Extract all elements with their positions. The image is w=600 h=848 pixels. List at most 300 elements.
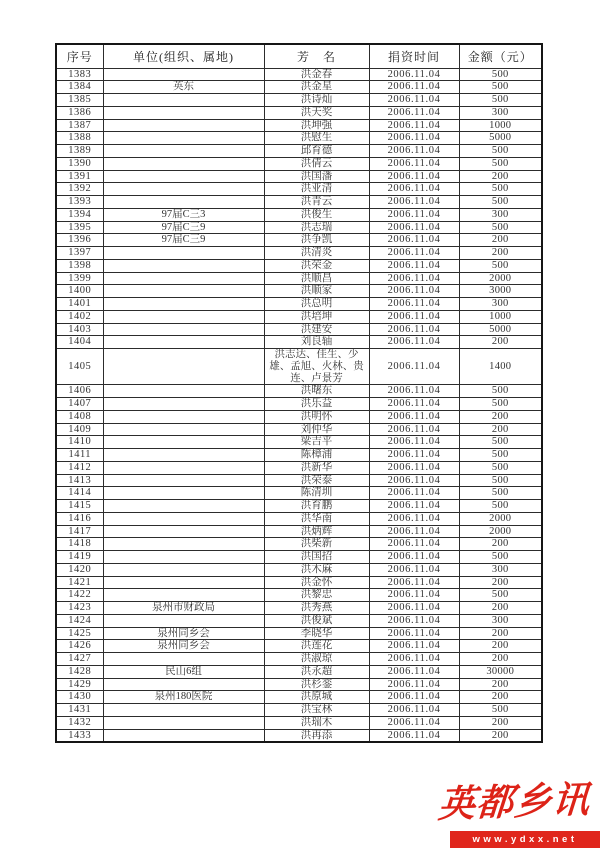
table-row: [56, 259, 542, 272]
name-cell: 洪瑞木: [264, 716, 369, 729]
unit-cell: [103, 170, 264, 183]
unit-cell: [103, 576, 264, 589]
amount-cell: 500: [459, 196, 542, 209]
amount-cell: 200: [459, 410, 542, 423]
serial-cell: 1400: [56, 285, 103, 298]
unit-cell: [103, 461, 264, 474]
name-cell: 洪柴新: [264, 538, 369, 551]
date-cell: 2006.11.04: [369, 234, 459, 247]
amount-cell: 200: [459, 640, 542, 653]
unit-cell: 97届C三9: [103, 221, 264, 234]
amount-cell: 1000: [459, 310, 542, 323]
serial-cell: 1395: [56, 221, 103, 234]
date-cell: 2006.11.04: [369, 221, 459, 234]
table-row: [56, 310, 542, 323]
serial-cell: 1408: [56, 410, 103, 423]
name-cell: 洪争凯: [264, 234, 369, 247]
table-row: [56, 500, 542, 513]
name-cell: 洪曙东: [264, 385, 369, 398]
date-cell: 2006.11.04: [369, 576, 459, 589]
unit-cell: [103, 410, 264, 423]
name-cell: 洪亚清: [264, 183, 369, 196]
unit-cell: [103, 385, 264, 398]
unit-cell: [103, 474, 264, 487]
name-cell: 洪天奖: [264, 106, 369, 119]
amount-cell: 300: [459, 298, 542, 311]
serial-cell: 1409: [56, 423, 103, 436]
name-cell: 洪国潘: [264, 170, 369, 183]
table-row: [56, 423, 542, 436]
date-cell: 2006.11.04: [369, 349, 459, 385]
amount-cell: 500: [459, 500, 542, 513]
unit-cell: [103, 436, 264, 449]
amount-cell: 300: [459, 614, 542, 627]
date-cell: 2006.11.04: [369, 512, 459, 525]
col-header-serial: 序号: [56, 44, 103, 68]
table-row: [56, 678, 542, 691]
date-cell: 2006.11.04: [369, 132, 459, 145]
name-cell: 洪秀燕: [264, 602, 369, 615]
serial-cell: 1385: [56, 94, 103, 107]
name-cell: 洪黎忠: [264, 589, 369, 602]
amount-cell: 500: [459, 157, 542, 170]
amount-cell: 500: [459, 487, 542, 500]
serial-cell: 1413: [56, 474, 103, 487]
table-row: [56, 106, 542, 119]
date-cell: 2006.11.04: [369, 500, 459, 513]
serial-cell: 1397: [56, 247, 103, 260]
unit-cell: 泉州同乡会: [103, 627, 264, 640]
amount-cell: 500: [459, 94, 542, 107]
amount-cell: 500: [459, 551, 542, 564]
table-row: [56, 410, 542, 423]
amount-cell: 200: [459, 653, 542, 666]
unit-cell: [103, 512, 264, 525]
amount-cell: 200: [459, 423, 542, 436]
serial-cell: 1411: [56, 449, 103, 462]
date-cell: 2006.11.04: [369, 272, 459, 285]
date-cell: 2006.11.04: [369, 665, 459, 678]
date-cell: 2006.11.04: [369, 94, 459, 107]
unit-cell: [103, 678, 264, 691]
amount-cell: 200: [459, 336, 542, 349]
table-row: [56, 285, 542, 298]
table-row: [56, 474, 542, 487]
unit-cell: [103, 500, 264, 513]
unit-cell: [103, 119, 264, 132]
name-cell: 洪育鹏: [264, 500, 369, 513]
serial-cell: 1390: [56, 157, 103, 170]
name-cell: 洪金怀: [264, 576, 369, 589]
amount-cell: 500: [459, 183, 542, 196]
unit-cell: [103, 196, 264, 209]
table-row: [56, 119, 542, 132]
table-row: [56, 449, 542, 462]
table-row: [56, 716, 542, 729]
unit-cell: [103, 563, 264, 576]
name-cell: 洪俊生: [264, 208, 369, 221]
serial-cell: 1416: [56, 512, 103, 525]
unit-cell: [103, 247, 264, 260]
table-row: [56, 525, 542, 538]
serial-cell: 1391: [56, 170, 103, 183]
table-body: [56, 68, 542, 742]
name-cell: 洪俊斌: [264, 614, 369, 627]
table-row: [56, 94, 542, 107]
name-cell: 洪原城: [264, 691, 369, 704]
amount-cell: 30000: [459, 665, 542, 678]
table-row: [56, 247, 542, 260]
amount-cell: 500: [459, 259, 542, 272]
serial-cell: 1418: [56, 538, 103, 551]
name-cell: 刘仲华: [264, 423, 369, 436]
name-cell: 洪顺家: [264, 285, 369, 298]
table-row: [56, 640, 542, 653]
table-row: [56, 398, 542, 411]
name-cell: 洪华南: [264, 512, 369, 525]
table-row: [56, 576, 542, 589]
watermark-url-bar: www.ydxx.net: [450, 831, 600, 848]
unit-cell: [103, 487, 264, 500]
amount-cell: 2000: [459, 512, 542, 525]
amount-cell: 5000: [459, 132, 542, 145]
date-cell: 2006.11.04: [369, 538, 459, 551]
unit-cell: 泉州180医院: [103, 691, 264, 704]
date-cell: 2006.11.04: [369, 119, 459, 132]
name-cell: 洪国招: [264, 551, 369, 564]
date-cell: 2006.11.04: [369, 247, 459, 260]
table-row: [56, 627, 542, 640]
unit-cell: [103, 398, 264, 411]
amount-cell: 1400: [459, 349, 542, 385]
unit-cell: [103, 589, 264, 602]
date-cell: 2006.11.04: [369, 385, 459, 398]
table-row: [56, 614, 542, 627]
unit-cell: [103, 157, 264, 170]
serial-cell: 1393: [56, 196, 103, 209]
amount-cell: 200: [459, 170, 542, 183]
serial-cell: 1392: [56, 183, 103, 196]
table-row: [56, 704, 542, 717]
unit-cell: 97届C三9: [103, 234, 264, 247]
unit-cell: [103, 423, 264, 436]
amount-cell: 3000: [459, 285, 542, 298]
table-row: [56, 691, 542, 704]
amount-cell: 2000: [459, 525, 542, 538]
col-header-amount: 金额（元）: [459, 44, 542, 68]
table-row: [56, 170, 542, 183]
date-cell: 2006.11.04: [369, 729, 459, 742]
unit-cell: [103, 145, 264, 158]
name-cell: 洪培坤: [264, 310, 369, 323]
name-cell: 洪再添: [264, 729, 369, 742]
name-cell: 梁吉平: [264, 436, 369, 449]
name-cell: 洪坤强: [264, 119, 369, 132]
table-row: [56, 602, 542, 615]
date-cell: 2006.11.04: [369, 398, 459, 411]
name-cell: 洪炳辉: [264, 525, 369, 538]
name-cell: 刘良轴: [264, 336, 369, 349]
name-cell: 洪志瑞: [264, 221, 369, 234]
unit-cell: [103, 704, 264, 717]
amount-cell: 300: [459, 106, 542, 119]
amount-cell: 200: [459, 247, 542, 260]
date-cell: 2006.11.04: [369, 653, 459, 666]
amount-cell: 500: [459, 436, 542, 449]
unit-cell: [103, 259, 264, 272]
serial-cell: 1388: [56, 132, 103, 145]
amount-cell: 200: [459, 729, 542, 742]
table-row: [56, 589, 542, 602]
table-row: [56, 132, 542, 145]
serial-cell: 1389: [56, 145, 103, 158]
date-cell: 2006.11.04: [369, 716, 459, 729]
table-row: [56, 436, 542, 449]
amount-cell: 300: [459, 208, 542, 221]
serial-cell: 1420: [56, 563, 103, 576]
date-cell: 2006.11.04: [369, 323, 459, 336]
table-row: [56, 183, 542, 196]
table-row: [56, 234, 542, 247]
amount-cell: 500: [459, 68, 542, 81]
table-row: [56, 196, 542, 209]
name-cell: 洪金星: [264, 81, 369, 94]
name-cell: 洪永超: [264, 665, 369, 678]
table-row: [56, 665, 542, 678]
table-row: [56, 81, 542, 94]
unit-cell: [103, 68, 264, 81]
donation-table: [55, 43, 543, 743]
serial-cell: 1422: [56, 589, 103, 602]
unit-cell: [103, 310, 264, 323]
date-cell: 2006.11.04: [369, 336, 459, 349]
date-cell: 2006.11.04: [369, 157, 459, 170]
table-row: [56, 461, 542, 474]
unit-cell: [103, 538, 264, 551]
table-row: [56, 208, 542, 221]
table-row: [56, 298, 542, 311]
name-cell: 洪荣泰: [264, 474, 369, 487]
amount-cell: 300: [459, 563, 542, 576]
amount-cell: 500: [459, 385, 542, 398]
date-cell: 2006.11.04: [369, 285, 459, 298]
name-cell: 洪明怀: [264, 410, 369, 423]
date-cell: 2006.11.04: [369, 423, 459, 436]
site-watermark: [436, 776, 600, 848]
serial-cell: 1414: [56, 487, 103, 500]
date-cell: 2006.11.04: [369, 410, 459, 423]
name-cell: 陈樟浦: [264, 449, 369, 462]
date-cell: 2006.11.04: [369, 704, 459, 717]
serial-cell: 1401: [56, 298, 103, 311]
date-cell: 2006.11.04: [369, 436, 459, 449]
name-cell: 洪建安: [264, 323, 369, 336]
date-cell: 2006.11.04: [369, 208, 459, 221]
name-cell: 洪志达、佳生、少雄、孟旭、火林、贵连、卢景芳: [264, 349, 369, 385]
date-cell: 2006.11.04: [369, 81, 459, 94]
table-row: [56, 349, 542, 385]
serial-cell: 1384: [56, 81, 103, 94]
col-header-name: 芳 名: [264, 44, 369, 68]
amount-cell: 5000: [459, 323, 542, 336]
unit-cell: [103, 132, 264, 145]
name-cell: 洪新华: [264, 461, 369, 474]
serial-cell: 1396: [56, 234, 103, 247]
date-cell: 2006.11.04: [369, 691, 459, 704]
unit-cell: 英东: [103, 81, 264, 94]
amount-cell: 500: [459, 449, 542, 462]
date-cell: 2006.11.04: [369, 310, 459, 323]
amount-cell: 200: [459, 627, 542, 640]
unit-cell: [103, 272, 264, 285]
serial-cell: 1403: [56, 323, 103, 336]
table-header: [56, 44, 542, 68]
serial-cell: 1433: [56, 729, 103, 742]
date-cell: 2006.11.04: [369, 487, 459, 500]
name-cell: 邱育德: [264, 145, 369, 158]
name-cell: 李晓华: [264, 627, 369, 640]
name-cell: 洪总明: [264, 298, 369, 311]
unit-cell: [103, 614, 264, 627]
unit-cell: [103, 449, 264, 462]
table-row: [56, 68, 542, 81]
date-cell: 2006.11.04: [369, 602, 459, 615]
table-row: [56, 336, 542, 349]
date-cell: 2006.11.04: [369, 196, 459, 209]
table-row: [56, 653, 542, 666]
table-row: [56, 145, 542, 158]
name-cell: 洪顺昌: [264, 272, 369, 285]
amount-cell: 500: [459, 221, 542, 234]
amount-cell: 500: [459, 145, 542, 158]
serial-cell: 1429: [56, 678, 103, 691]
name-cell: 洪宝林: [264, 704, 369, 717]
unit-cell: 97届C三3: [103, 208, 264, 221]
unit-cell: [103, 349, 264, 385]
unit-cell: [103, 336, 264, 349]
table-row: [56, 563, 542, 576]
serial-cell: 1426: [56, 640, 103, 653]
amount-cell: 1000: [459, 119, 542, 132]
serial-cell: 1427: [56, 653, 103, 666]
amount-cell: 200: [459, 576, 542, 589]
serial-cell: 1399: [56, 272, 103, 285]
amount-cell: 2000: [459, 272, 542, 285]
name-cell: 洪诗灿: [264, 94, 369, 107]
serial-cell: 1383: [56, 68, 103, 81]
unit-cell: [103, 653, 264, 666]
name-cell: 洪清炎: [264, 247, 369, 260]
table-row: [56, 512, 542, 525]
table-row: [56, 323, 542, 336]
table-row: [56, 729, 542, 742]
name-cell: 陈清圳: [264, 487, 369, 500]
amount-cell: 200: [459, 691, 542, 704]
date-cell: 2006.11.04: [369, 68, 459, 81]
col-header-unit: 单位(组织、属地): [103, 44, 264, 68]
serial-cell: 1424: [56, 614, 103, 627]
serial-cell: 1423: [56, 602, 103, 615]
serial-cell: 1398: [56, 259, 103, 272]
serial-cell: 1407: [56, 398, 103, 411]
date-cell: 2006.11.04: [369, 678, 459, 691]
unit-cell: [103, 183, 264, 196]
header-row: [56, 44, 542, 68]
unit-cell: [103, 525, 264, 538]
name-cell: 洪倩云: [264, 157, 369, 170]
date-cell: 2006.11.04: [369, 474, 459, 487]
name-cell: 洪淑琼: [264, 653, 369, 666]
unit-cell: [103, 323, 264, 336]
amount-cell: 200: [459, 716, 542, 729]
serial-cell: 1428: [56, 665, 103, 678]
unit-cell: 泉州市财政局: [103, 602, 264, 615]
unit-cell: [103, 94, 264, 107]
table-row: [56, 221, 542, 234]
serial-cell: 1415: [56, 500, 103, 513]
table-row: [56, 551, 542, 564]
date-cell: 2006.11.04: [369, 614, 459, 627]
date-cell: 2006.11.04: [369, 106, 459, 119]
name-cell: 洪莲花: [264, 640, 369, 653]
amount-cell: 200: [459, 234, 542, 247]
unit-cell: [103, 298, 264, 311]
date-cell: 2006.11.04: [369, 627, 459, 640]
serial-cell: 1432: [56, 716, 103, 729]
amount-cell: 500: [459, 81, 542, 94]
date-cell: 2006.11.04: [369, 145, 459, 158]
name-cell: 洪慰生: [264, 132, 369, 145]
unit-cell: 民山6组: [103, 665, 264, 678]
serial-cell: 1421: [56, 576, 103, 589]
amount-cell: 200: [459, 538, 542, 551]
serial-cell: 1410: [56, 436, 103, 449]
amount-cell: 500: [459, 589, 542, 602]
serial-cell: 1419: [56, 551, 103, 564]
serial-cell: 1431: [56, 704, 103, 717]
date-cell: 2006.11.04: [369, 589, 459, 602]
name-cell: 洪青云: [264, 196, 369, 209]
date-cell: 2006.11.04: [369, 449, 459, 462]
date-cell: 2006.11.04: [369, 551, 459, 564]
name-cell: 洪乐益: [264, 398, 369, 411]
amount-cell: 500: [459, 704, 542, 717]
name-cell: 洪木麻: [264, 563, 369, 576]
table-row: [56, 272, 542, 285]
name-cell: 洪金春: [264, 68, 369, 81]
serial-cell: 1402: [56, 310, 103, 323]
date-cell: 2006.11.04: [369, 183, 459, 196]
table-row: [56, 385, 542, 398]
amount-cell: 500: [459, 474, 542, 487]
unit-cell: [103, 551, 264, 564]
unit-cell: [103, 716, 264, 729]
date-cell: 2006.11.04: [369, 298, 459, 311]
date-cell: 2006.11.04: [369, 525, 459, 538]
serial-cell: 1412: [56, 461, 103, 474]
serial-cell: 1404: [56, 336, 103, 349]
table-row: [56, 538, 542, 551]
table-row: [56, 487, 542, 500]
serial-cell: 1394: [56, 208, 103, 221]
serial-cell: 1405: [56, 349, 103, 385]
date-cell: 2006.11.04: [369, 461, 459, 474]
table-row: [56, 157, 542, 170]
unit-cell: [103, 106, 264, 119]
amount-cell: 500: [459, 398, 542, 411]
amount-cell: 500: [459, 461, 542, 474]
name-cell: 洪杉銮: [264, 678, 369, 691]
